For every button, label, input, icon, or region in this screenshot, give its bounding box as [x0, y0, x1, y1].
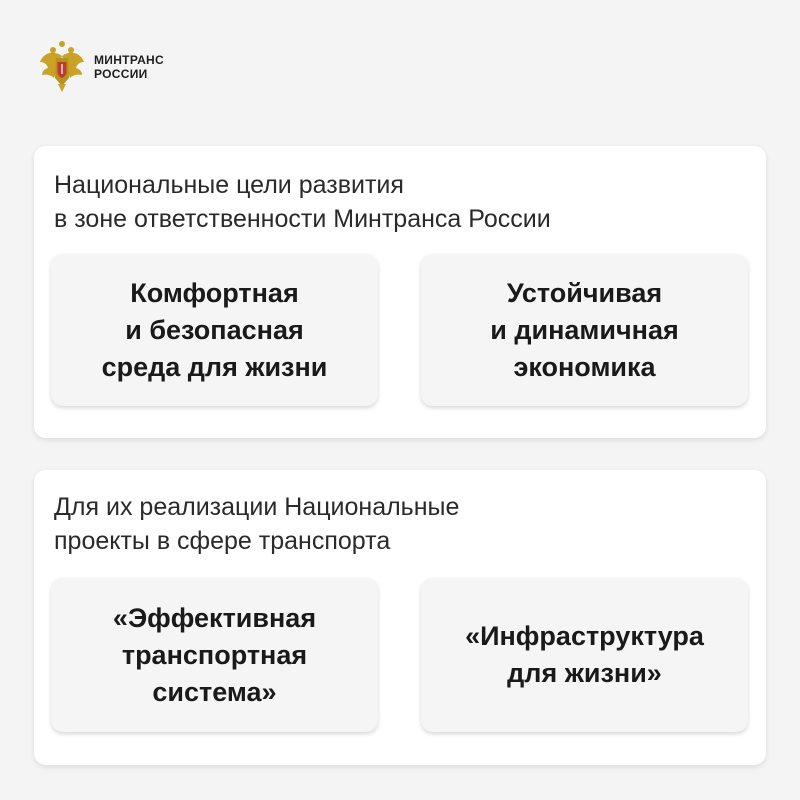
goal-card-line: и динамичная — [490, 314, 679, 345]
goal-card-comfortable-environment — [51, 254, 378, 406]
goal-card-line: экономика — [513, 351, 656, 382]
national-projects-title — [54, 490, 459, 558]
project-card-line: система» — [152, 676, 277, 707]
national-goals-title-line2: в зоне ответственности Минтранса России — [54, 205, 551, 233]
double-headed-eagle-icon — [38, 40, 86, 94]
goal-card-sustainable-economy — [421, 254, 748, 406]
project-card-line: «Инфраструктура — [465, 621, 704, 651]
goal-card-text — [490, 275, 679, 386]
national-goals-title — [54, 168, 551, 236]
project-card-infrastructure — [421, 578, 748, 732]
national-goals-title-line1: Национальные цели развития — [54, 171, 404, 199]
goal-card-line: Комфортная — [130, 277, 299, 308]
project-card-line: для жизни» — [507, 658, 662, 688]
logo-wordmark — [94, 53, 164, 81]
logo-line2: РОССИИ — [94, 67, 148, 81]
goal-card-text — [102, 275, 328, 386]
project-card-line: «Эффективная — [112, 602, 317, 633]
national-goals-panel — [34, 146, 766, 438]
national-projects-title-line1: Для их реализации Национальные — [54, 493, 460, 521]
ministry-logo — [38, 40, 164, 94]
project-card-text — [465, 618, 704, 692]
logo-line1: МИНТРАНС — [94, 53, 164, 67]
goal-card-line: среда для жизни — [101, 351, 328, 382]
national-projects-title-line2: проекты в сфере транспорта — [54, 527, 391, 555]
project-card-efficient-transport — [51, 578, 378, 732]
project-card-line: транспортная — [121, 639, 308, 670]
national-projects-panel — [34, 470, 766, 765]
goal-card-line: и безопасная — [125, 314, 304, 345]
project-card-text — [113, 600, 316, 711]
goal-card-line: Устойчивая — [506, 277, 663, 308]
